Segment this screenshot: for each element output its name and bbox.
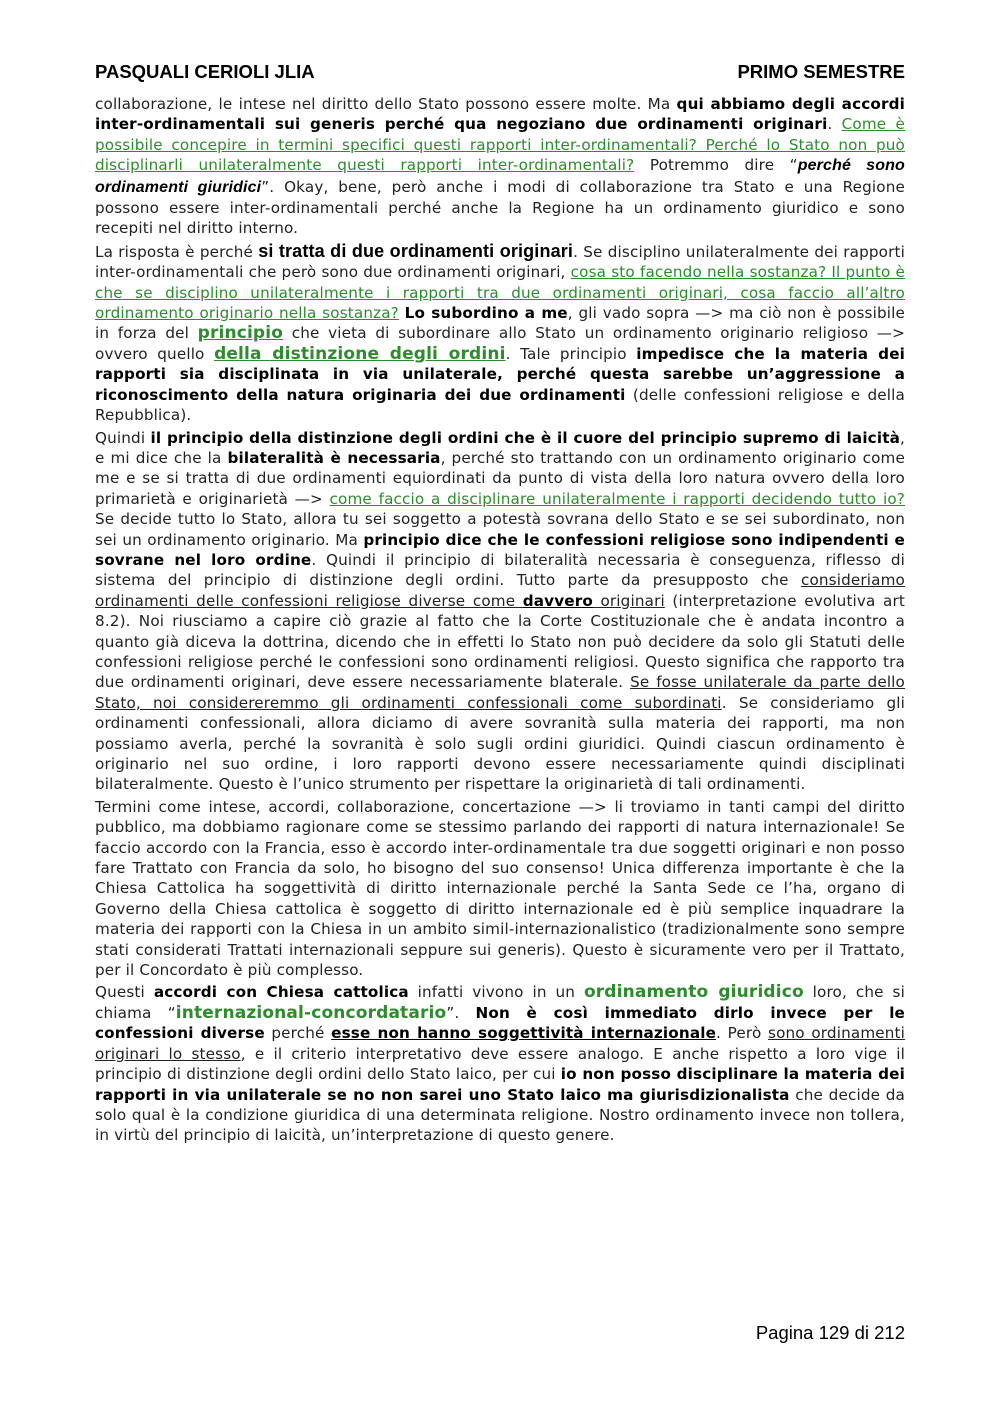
text: ”. Okay, bene, però anche i modi di collaborazione tra Stato e una Regione possono essere inter-ordinamentali perché anche la Regione ha un ordinamento giuridico e sono recepiti nel diritto interno.: [95, 177, 906, 238]
text: , perché sto trattando con un ordinamento originario come me e se si tratta di due ordinamenti equiordinati da punto di vista della loro natura ovvero della loro primarietà e originarietà —>: [95, 448, 905, 508]
text: . Se disciplino unilateralmente dei rapporti inter-ordinamentali che però sono due ordinamenti originari,: [95, 242, 905, 282]
text: Quindi: [95, 428, 151, 447]
text: Questi: [95, 983, 154, 1002]
paragraph-4: [95, 797, 905, 981]
text: (interpretazione evolutiva art 8.2). Noi riusciamo a capire ciò grazie al fatto che la Corte Costituzionale che è andata incontro a quanto già diceva la dottrina, dicendo che in effetti lo Stato non può decidere da solo gli Statuti delle confessioni religiose perché le confessioni sono ordinamenti religiosi. Questo significa che rapporto tra due ordinamenti originari, deve essere necessariamente blaterale.: [95, 591, 906, 692]
text: Potremmo dire “: [634, 156, 798, 175]
bold-text: principio dice che le confessioni religiose sono indipendenti e sovrane nel loro ordine: [95, 530, 906, 569]
text: .: [827, 115, 842, 134]
text: . Quindi il principio di bilateralità necessaria è conseguenza, riflesso di sistema del principio di distinzione degli ordini. Tutto parte da presupposto che: [95, 550, 905, 590]
bold-underlined-text: esse non hanno soggettività internazionale: [331, 1024, 717, 1043]
green-bold-term: ordinamento giuridico: [583, 982, 804, 1003]
bold-text: impedisce che la materia dei rapporti sia disciplinata in via unilaterale, perché questa sarebbe un’aggressione a riconoscimento della natura originaria dei due ordinamenti: [95, 344, 906, 404]
green-underlined-text: cosa sto facendo nella sostanza? Il punto è che se disciplino unilateralmente i rapporti tra due ordinamenti originari, cosa faccio all’altro ordinamento originario nella sostanza?: [95, 263, 905, 323]
text: collaborazione, le intese nel diritto dello Stato possono essere molte. Ma: [95, 95, 677, 113]
bold-underlined-text: davvero: [522, 591, 593, 610]
underlined-text: originari: [592, 591, 665, 610]
bold-italic-text: perché sono ordinamenti giuridici: [95, 157, 905, 196]
header-semester: PRIMO SEMESTRE: [737, 61, 905, 82]
bold-text: qui abbiamo degli accordi inter-ordinamentali sui generis perché qua negoziano due ordinamenti originari: [95, 95, 905, 134]
text: perché: [264, 1024, 332, 1043]
text: , e mi dice che la: [95, 428, 905, 467]
bold-text: Lo subordino a me: [404, 304, 568, 323]
bold-text: il principio della distinzione degli ordini che è il cuore del principio supremo di laicità: [150, 428, 900, 447]
bold-text: Non è così immediato dirlo invece per le confessioni diverse: [95, 1003, 905, 1043]
paragraph-5: [95, 982, 905, 1145]
green-bold-term: principio: [197, 323, 284, 344]
green-underlined-text: Come è possibile concepire in termini specifici questi rapporti inter-ordinamentali? Perché lo Stato non può disciplinarli unilateralmente questi rapporti inter-ordinamentali?: [95, 115, 905, 175]
bold-text: io non posso disciplinare la materia dei rapporti in via unilaterale se no non sarei uno Stato laico ma giurisdizionalista: [95, 1065, 905, 1104]
paragraph-1: [95, 94, 905, 239]
text: , e il criterio interpretativo deve essere analogo. E anche rispetto a loro vige il principio di distinzione degli ordini dello Stato laico, per cui: [95, 1044, 905, 1084]
green-underlined-text: come faccio a disciplinare unilateralmente i rapporti decidendo tutto io?: [329, 489, 905, 508]
document-body: [95, 94, 905, 1146]
text: . Tale principio: [505, 344, 637, 363]
large-bold-text: si tratta di due ordinamenti originari: [258, 240, 574, 261]
text: La risposta è perché: [95, 242, 259, 261]
text: Se decide tutto lo Stato, allora tu sei soggetto a potestà sovrana dello Stato e se sei subordinato, non sei un ordinamento originario. Ma: [95, 510, 905, 549]
text: . Se consideriamo gli ordinamenti confessionali, allora diciamo di avere sovranità sulla materia dei rapporti, ma non possiamo averla, perché la sovranità è solo sugli ordini giuridici. Quindi ciascun ordinamento è originario nel suo ordine, i loro rapporti devono essere necessariamente quindi disciplinati bilateralmente. Questo è l’unico strumento per rispettare la originarietà di tali ordinamenti.: [95, 693, 905, 794]
text: loro, che si chiama “: [95, 983, 905, 1022]
text: ”.: [446, 1003, 476, 1022]
bold-text: accordi con Chiesa cattolica: [153, 983, 409, 1002]
paragraph-3: [95, 428, 905, 795]
text: infatti vivono in un: [408, 983, 584, 1002]
text: (delle confessioni religiose e della Repubblica).: [95, 385, 905, 425]
underlined-text: Se fosse unilaterale da parte dello Stato, noi considereremmo gli ordinamenti confessionali come subordinati: [95, 673, 905, 712]
page-number: Pagina 129 di 212: [755, 1322, 905, 1343]
underlined-text: sono ordinamenti originari lo stesso: [95, 1024, 906, 1063]
bold-text: bilateralità è necessaria: [227, 448, 441, 467]
text: che vieta di subordinare allo Stato un ordinamento originario religioso —> ovvero quello: [95, 324, 905, 363]
green-bold-term: della distinzione degli ordini: [214, 343, 506, 364]
underlined-text: consideriamo ordinamenti delle confessioni religiose diverse come: [95, 571, 905, 610]
text: Termini come intese, accordi, collaborazione, concertazione —> li troviamo in tanti campi del diritto pubblico, ma dobbiamo ragionare come se stessimo parlando dei rapporti di natura internazionale! Se faccio accordo con la Francia, esso è accordo inter-ordinamentale tra due soggetti originari e non posso fare Trattato con Francia da solo, ho bisogno del suo consenso! Unica differenza importante è che la Chiesa Cattolica ha soggettività di diritto internazionale perché la Santa Sede ce l’ha, organo di Governo della Chiesa cattolica è soggetto di diritto internazionale ed è più semplice inquadrare la materia dei rapporti con la Chiesa in un ambito simil-internazionalistico (tradizionalmente sono sempre stati considerati Trattati internazionali seppure sui generis). Questo è sicuramente vero per il Trattato, per il Concordato è più complesso.: [95, 797, 905, 980]
text: . Però: [716, 1024, 769, 1043]
green-bold-term: internazional-concordatario: [175, 1002, 447, 1023]
text: che decide da solo qual è la condizione giuridica di una determinata religione. Nostro ordinamento invece non tollera, in virtù del principio di laicità, un’interpretazione di questo genere.: [95, 1085, 906, 1145]
text: , gli vado sopra —> ma ciò non è possibile in forza del: [95, 304, 905, 343]
paragraph-2: [95, 241, 905, 426]
header-author: PASQUALI CERIOLI JLIA: [95, 61, 315, 82]
